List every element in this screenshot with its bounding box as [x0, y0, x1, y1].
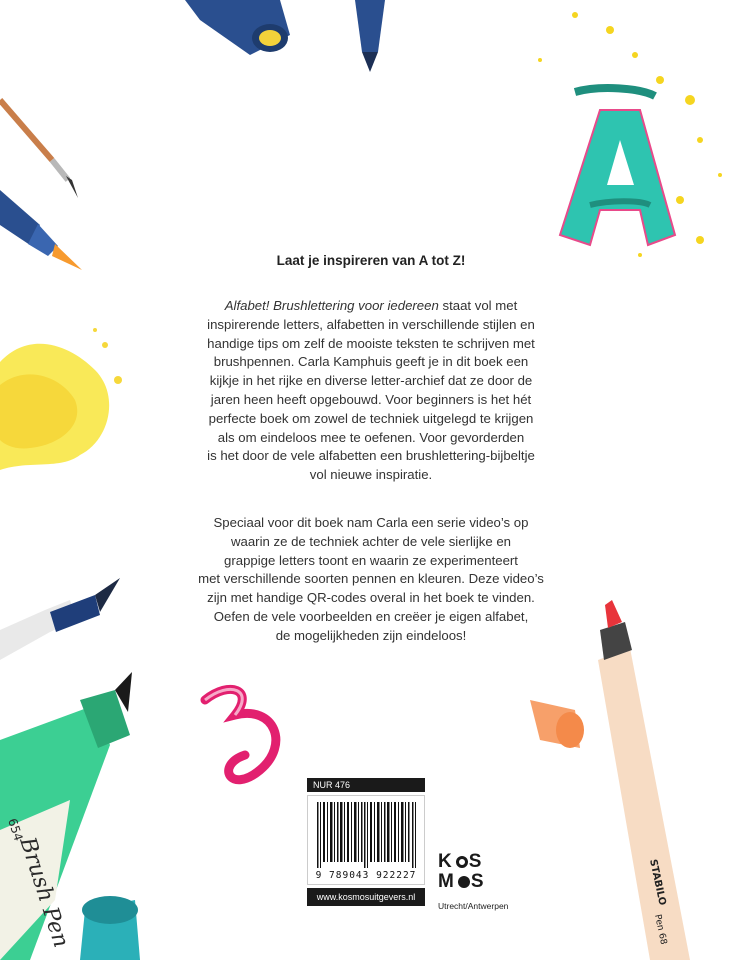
paragraph-line: grappige letters toont en waarin ze experimenteert — [224, 552, 518, 568]
stabilo-model: Pen 68 — [652, 913, 669, 946]
nur-code: NUR 476 — [307, 778, 425, 792]
publisher-location: Utrecht/Antwerpen — [438, 901, 509, 911]
logo-row-1: K S — [438, 851, 485, 872]
top-blue-marker-icon — [355, 0, 385, 72]
paragraph-line: perfecte boek om zowel de techniek uitgelegd te krijgen — [208, 410, 534, 426]
barcode-bars — [309, 800, 425, 870]
paragraph-line: zijn met handige QR-codes overal in het boek te vinden. — [207, 590, 535, 606]
paragraph-line: handige tips om zelf de mooiste teksten te schrijven met — [207, 335, 535, 351]
pink-script-letter — [205, 689, 276, 779]
kosmos-logo — [438, 852, 508, 892]
paragraph-line: met verschillende soorten pennen en kleuren. Deze video’s — [198, 571, 544, 587]
paragraph-line: is het door de vele alfabetten een brushlettering-bijbeltje — [207, 448, 535, 464]
paragraph-line: inspirerende letters, alfabetten in verschillende stijlen en — [207, 316, 535, 332]
stabilo-pen-icon — [598, 600, 690, 960]
logo-dot-icon — [458, 876, 470, 888]
description-paragraph-1 — [170, 297, 572, 485]
navy-brush-pen-icon — [0, 578, 120, 660]
logo-row-2: M S — [438, 871, 487, 892]
yellow-watercolor-splash — [0, 328, 122, 470]
orange-cap-icon — [530, 700, 584, 748]
isbn-number: 9 789043 922227 — [315, 870, 417, 881]
paragraph-line: brushpennen. Carla Kamphuis geeft je in dit boek een — [213, 354, 529, 370]
brush-pen-label: Brush Pen — [14, 834, 74, 951]
description-paragraph-2 — [170, 514, 572, 646]
paragraph-line: waarin ze de techniek achter de vele sierlijke en — [230, 533, 512, 549]
brush-pen-number: 654 — [5, 816, 26, 843]
paragraph-line: kijkje in het rijke en diverse letter-archief dat ze door de — [209, 373, 533, 389]
paragraph-1-intro-rest: staat vol met — [438, 298, 518, 313]
top-blue-pen-cap-icon — [185, 0, 290, 55]
logo-ring-icon — [456, 856, 468, 868]
big-letter-a — [560, 88, 675, 245]
paragraph-line: Speciaal voor dit boek nam Carla een serie video’s op — [213, 515, 529, 530]
stabilo-brand: STABILO — [647, 858, 668, 907]
publisher-website: www.kosmosuitgevers.nl — [307, 888, 425, 906]
paragraph-1-first-line — [170, 297, 572, 316]
paragraph-line: als om eindeloos mee te oefenen. Voor gevorderden — [217, 429, 525, 445]
isbn-barcode — [307, 795, 425, 885]
teal-cap-icon — [80, 896, 140, 960]
paragraph-line: Oefen de vele voorbeelden en creëer je eigen alfabet, — [213, 608, 529, 624]
back-cover-heading: Laat je inspireren van A tot Z! — [276, 253, 466, 268]
paragraph-line: vol nieuwe inspiratie. — [309, 467, 433, 483]
paintbrush-icon — [0, 100, 78, 198]
paragraph-line: de mogelijkheden zijn eindeloos! — [275, 627, 467, 643]
paragraph-line: jaren heen heeft opgebouwd. Voor beginners is het hét — [210, 391, 532, 407]
book-title-italic: Alfabet! Brushlettering voor iedereen — [224, 298, 439, 313]
